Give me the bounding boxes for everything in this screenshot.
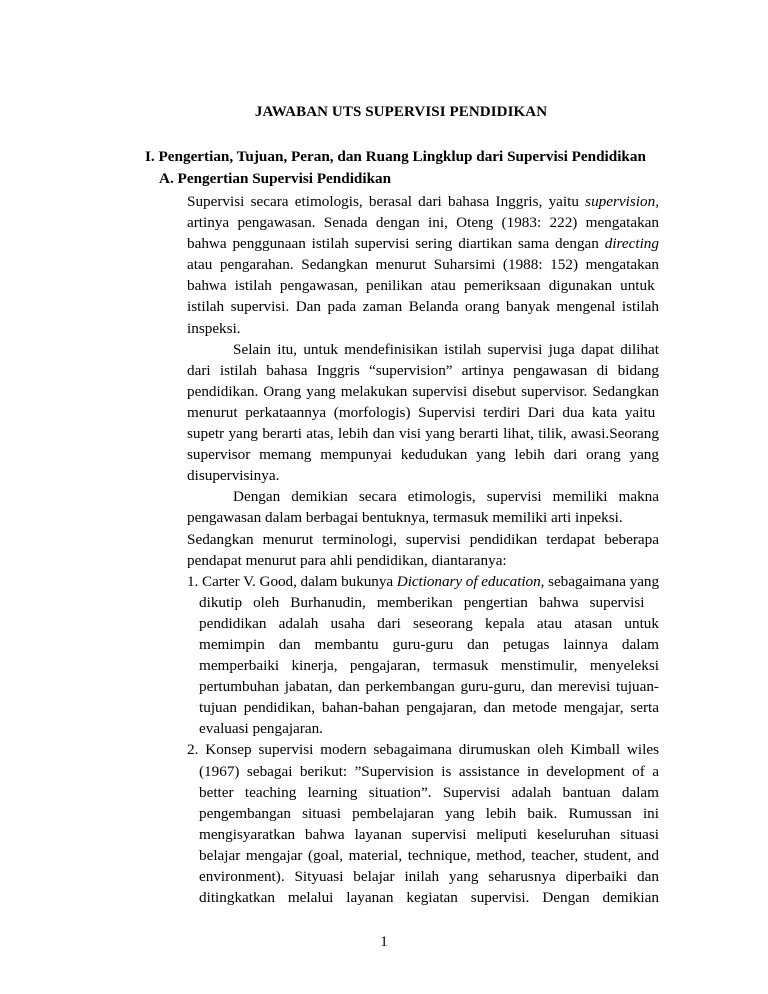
body-line-italic: Dictionary of education <box>396 572 541 590</box>
body-line-text: 1. Carter V. Good, dalam bukunya <box>187 572 397 590</box>
body-line-text: Supervisi secara etimologis, berasal dari bahasa Inggris, yaitu <box>187 193 586 210</box>
body-line-text: pendidikan. Orang yang melakukan supervisi disebut supervisor. Sedangkan <box>187 382 659 400</box>
body-line-text: bahwa istilah pengawasan, penilikan atau pemeriksaan digunakan untuk <box>187 277 655 295</box>
body-line <box>187 318 659 339</box>
body-line <box>187 507 659 528</box>
body-line <box>187 444 659 465</box>
body-line-text: mengisyaratkan bahwa layanan supervisi meliputi keseluruhan situasi <box>199 825 659 843</box>
section-heading: I. Pengertian, Tujuan, Peran, dan Ruang Lingklup dari Supervisi Pendidikan <box>145 148 646 165</box>
body-line <box>187 296 659 317</box>
body-line-text: tujuan pendidikan, bahan-bahan pengajaran, dan metode mengajar, serta <box>199 699 659 717</box>
body-line-text: ditingkatkan melalui layanan kegiatan supervisi. Dengan demikian <box>199 889 659 907</box>
body-line <box>187 887 659 908</box>
body-line <box>187 529 659 550</box>
body-line <box>187 824 659 845</box>
body-line-text: istilah supervisi. Dan pada zaman Belanda orang banyak mengenal istilah <box>187 298 659 316</box>
body-line <box>187 718 659 739</box>
body-line <box>187 613 659 634</box>
body-line-text: dikutip oleh Burhanudin, memberikan pengertian bahwa supervisi <box>199 593 645 611</box>
body-line-text: better teaching learning situation”. Supervisi adalah bantuan dalam <box>199 783 659 801</box>
body-line-text: artinya pengawasan. Senada dengan ini, Oteng (1983: 222) mengatakan <box>187 214 659 232</box>
body-line <box>187 676 659 697</box>
page-number: 1 <box>380 934 388 950</box>
body-line <box>187 803 659 824</box>
body-line-text: pengawasan dalam berbagai bentuknya, termasuk memiliki arti inpeksi. <box>187 509 623 527</box>
body-line-italic: supervision, <box>585 193 659 210</box>
body-line <box>187 550 659 571</box>
body-line <box>187 845 659 866</box>
body-line <box>187 465 659 486</box>
body-line-text: evaluasi pengajaran. <box>199 720 323 738</box>
body-line-text: environment). Sityuasi belajar inilah yang seharusnya diperbaiki dan <box>199 868 659 885</box>
body-line-text: , sebagaimana yang <box>540 572 659 590</box>
document-title: JAWABAN UTS SUPERVISI PENDIDIKAN <box>254 104 548 120</box>
body-line <box>187 339 659 360</box>
body-line-italic: directing <box>604 235 659 253</box>
body-line-text: menurut perkataannya (morfologis) Supervisi terdiri Dari dua kata yaitu <box>187 403 656 421</box>
body-line-text: Selain itu, untuk mendefinisikan istilah supervisi juga dapat dilihat <box>233 340 659 358</box>
body-line-text: pengembangan situasi pembelajaran yang lebih baik. Rumussan ini <box>199 804 659 822</box>
body-line <box>187 360 659 381</box>
body-line <box>187 275 659 296</box>
body-text <box>187 191 659 908</box>
body-line <box>187 592 659 613</box>
body-line <box>187 739 659 760</box>
body-line-text: inspeksi. <box>187 319 241 337</box>
body-line <box>187 761 659 782</box>
body-line-text: pertumbuhan jabatan, dan perkembangan guru-guru, dan merevisi tujuan- <box>199 678 659 696</box>
body-line-text: atau pengarahan. Sedangkan menurut Suharsimi (1988: 152) mengatakan <box>187 256 659 274</box>
body-line-text: memimpin dan membantu guru-guru dan petugas lainnya dalam <box>199 635 659 653</box>
body-line-text: pendapat menurut para ahli pendidikan, diantaranya: <box>187 551 507 569</box>
body-line <box>187 866 659 887</box>
body-line-text: 2. Konsep supervisi modern sebagaimana dirumuskan oleh Kimball wiles <box>187 741 659 759</box>
body-line-text: belajar mengajar (goal, material, technique, method, teacher, student, and <box>199 846 659 864</box>
body-line <box>187 486 659 507</box>
body-line <box>187 212 659 233</box>
body-line <box>187 191 659 212</box>
body-line-text: dari istilah bahasa Inggris “supervision” artinya pengawasan di bidang <box>187 361 659 379</box>
subsection-heading: A. Pengertian Supervisi Pendidikan <box>159 170 392 187</box>
body-line-text: supetr yang berarti atas, lebih dan visi yang berarti lihat, tilik, awasi.Seorang <box>187 425 659 443</box>
body-line <box>187 634 659 655</box>
body-line <box>187 697 659 718</box>
body-line-text: Sedangkan menurut terminologi, supervisi pendidikan terdapat beberapa <box>187 530 659 548</box>
body-line <box>187 655 659 676</box>
body-line-text: Dengan demikian secara etimologis, supervisi memiliki makna <box>233 488 659 506</box>
body-line-text: memperbaiki kinerja, pengajaran, termasuk menstimulir, menyeleksi <box>199 657 659 675</box>
body-line <box>187 233 659 254</box>
body-line <box>187 782 659 803</box>
body-line <box>187 402 659 423</box>
body-line-text: pendidikan adalah usaha dari seseorang kepala atau atasan untuk <box>199 614 659 632</box>
body-line-text: disupervisinya. <box>187 467 280 485</box>
body-line-text: supervisor memang mempunyai kedudukan yang lebih dari orang yang <box>187 446 659 464</box>
body-line <box>187 254 659 275</box>
body-line-text: (1967) sebagai berikut: ”Supervision is assistance in development of a <box>199 762 659 780</box>
body-line <box>187 571 659 592</box>
body-line-text: bahwa penggunaan istilah supervisi sering diartikan sama dengan <box>187 235 605 253</box>
body-line <box>187 381 659 402</box>
body-line <box>187 423 659 444</box>
